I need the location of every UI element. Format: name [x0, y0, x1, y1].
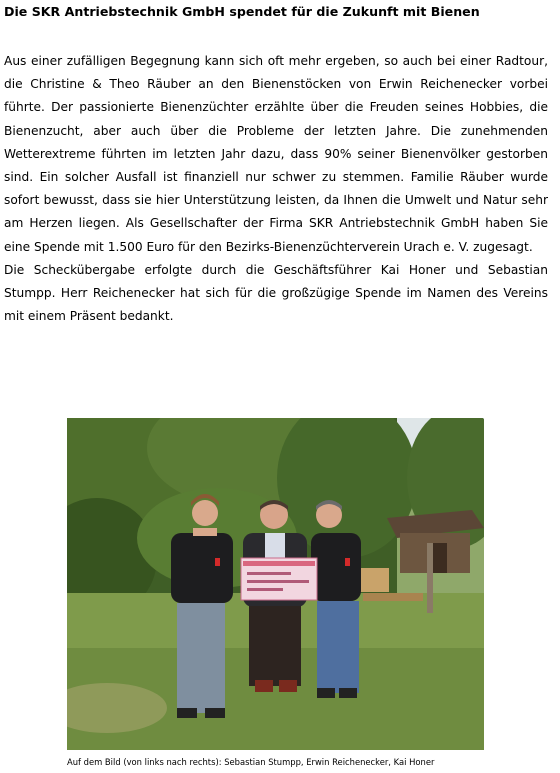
- article-paragraph-2: Die Scheckübergabe erfolgte durch die Geschäftsführer Kai Honer und Sebastian Stumpp. Herr Reichenecker hat sich für die großzügige Spende im Namen des Vereins mit einem Präsent bedankt.: [4, 262, 548, 324]
- article-paragraph-1: Aus einer zufälligen Begegnung kann sich oft mehr ergeben, so auch bei einer Radtour, die Christine & Theo Räuber an den Bienenstöcken von Erwin Reichenecker vorbei führte. Der passionierte Bienenzüchter erzählte über die Freuden seines Hobbies, die Bienenzucht, aber auch über die Probleme der letzten Jahre. Die zunehmenden Wetterextreme führten im letzten Jahr dazu, dass 90% seiner Bienenvölker gestorben sind. Ein solcher Ausfall ist finanziell nur schwer zu stemmen. Familie Räuber wurde sofort bewusst, dass sie hier Unterstützung leisten, da Ihnen die Umwelt und Natur sehr am Herzen liegen. Als Gesellschafter der Firma SKR Antriebstechnik GmbH haben Sie eine Spende mit 1.500 Euro für den Bezirks-Bienenzüchterverein Urach e. V. zugesagt.: [4, 54, 548, 254]
- photo-illustration: [67, 418, 484, 750]
- article-headline: Die SKR Antriebstechnik GmbH spendet für die Zukunft mit Bienen: [4, 4, 480, 19]
- cheque-handover-photo: [67, 418, 484, 750]
- article-body: [4, 50, 548, 328]
- photo-caption: Auf dem Bild (von links nach rechts): Sebastian Stumpp, Erwin Reichenecker, Kai Honer: [67, 757, 435, 767]
